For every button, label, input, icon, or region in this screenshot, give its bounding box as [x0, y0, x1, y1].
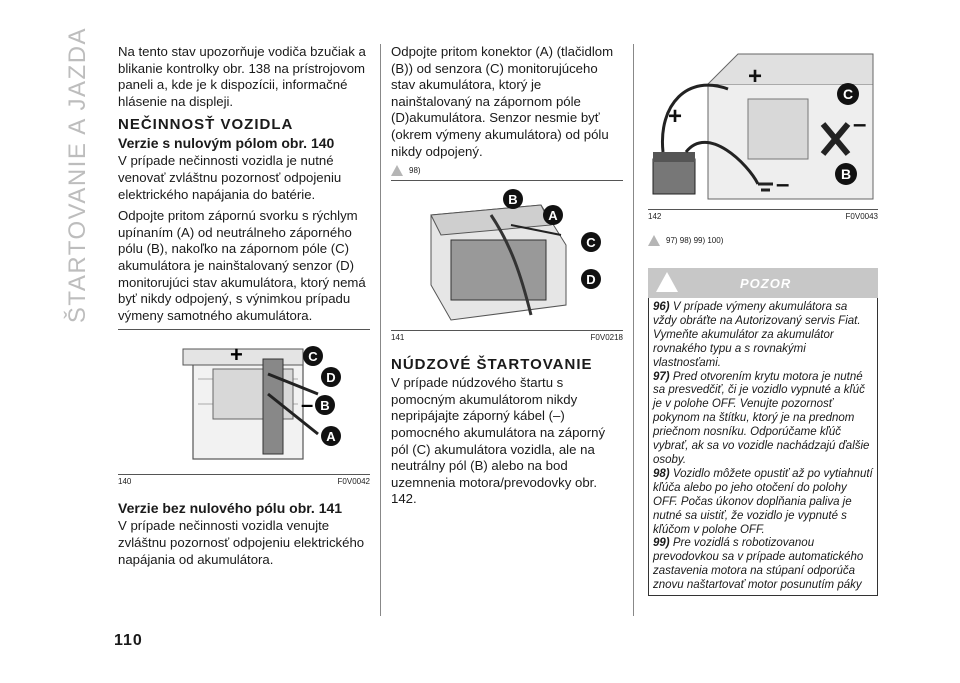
warning-reference-numbers: 97) 98) 99) 100)	[666, 236, 724, 245]
paragraph: V prípade nečinnosti vozidla venujte zvláštnu pozornosť odpojeniu elektrického napájania od akumulátora.	[118, 518, 365, 567]
note-99	[653, 537, 873, 593]
pozor-title: POZOR	[740, 275, 792, 291]
intro-paragraph: Na tento stav upozorňuje vodiča bzučiak a blikanie kontrolky obr. 138 na prístrojovom paneli a, kde je k dispozícii, informačné hlásenie na displeji.	[118, 44, 366, 109]
paragraph: V prípade nečinnosti vozidla je nutné venovať zvláštnu pozornosť odpojeniu elektrického napájania do batérie.	[118, 153, 342, 202]
warning-triangle-icon	[391, 165, 403, 176]
column-divider	[633, 44, 634, 616]
side-chapter-title-text: ŠTARTOVANIE A JAZDA	[64, 26, 91, 324]
figure-caption	[118, 474, 370, 486]
page-number: 110	[114, 632, 143, 649]
svg-text:+: +	[748, 63, 763, 90]
figure-rule	[391, 180, 623, 181]
figure-code: F0V0042	[337, 477, 370, 487]
label-c: C	[586, 235, 596, 251]
column-3	[648, 44, 878, 596]
paragraph: V prípade núdzového štartu s pomocným akumulátorom nikdy nepripájajte záporný kábel (–) pomocného akumulátora na záporný pól (C) akumulátora vozidla, ale na neutrálny pól (B) alebo na bod uzemnenia motora/prevodovky obr. 142.	[391, 375, 606, 507]
note-number: 97)	[653, 370, 670, 383]
label-b: B	[320, 398, 330, 414]
warning-triangle-icon	[648, 235, 660, 246]
section-heading: NÚDZOVÉ ŠTARTOVANIE	[391, 356, 593, 374]
note-text: Vozidlo môžete opustiť až po vytiahnutí kľúča alebo po jeho otočení do polohy OFF. Počas úkonov doplňania paliva je nutné sa uistiť, že vozidlo je vypnuté s kľúčom v polohe OFF.	[653, 467, 873, 536]
figure-code: F0V0043	[845, 212, 878, 221]
subheading: Verzie bez nulového pólu obr. 141	[118, 500, 343, 517]
subheading: Verzie s nulovým pólom obr. 140	[118, 135, 335, 152]
figure-number: 142	[648, 212, 662, 221]
svg-text:–: –	[853, 111, 867, 138]
note-number: 98)	[653, 467, 670, 480]
figure-142	[648, 44, 878, 221]
svg-text:–: –	[776, 171, 790, 198]
note-text: V prípade výmeny akumulátora sa vždy obráťte na Autorizovaný servis Fiat. Vymeňte akumulátor za akumulátor rovnakého typu a s rovnakými vlastnosťami.	[653, 301, 861, 369]
figure-caption	[648, 209, 878, 221]
column-2	[391, 44, 623, 513]
column-divider	[380, 44, 381, 616]
note-97	[653, 371, 873, 468]
pozor-header	[648, 268, 878, 298]
warning-reference	[648, 235, 878, 246]
paragraph: Odpojte pritom konektor (A) (tlačidlom (B)) od senzora (C) monitorujúceho stav akumulátora, ktorý je nainštalovaný na zápornom póle (D)akumulátora. Senzor nesmie byť (okrem výmeny akumulátora) od pólu nikdy odpojený.	[391, 44, 614, 159]
note-98	[653, 468, 873, 538]
warning-triangle-icon	[656, 272, 678, 292]
column-1	[118, 44, 370, 573]
section-heading: NEČINNOSŤ VOZIDLA	[118, 116, 294, 134]
svg-text:+: +	[230, 342, 243, 368]
label-b: B	[840, 166, 852, 182]
note-96	[653, 301, 873, 371]
figure-number: 140	[118, 477, 132, 487]
paragraph: Odpojte pritom zápornú svorku s rýchlym upínaním (A) od neutrálneho záporného pólu (B), nakoľko na zápornom póle (C) akumulátora je nainštalovaný senzor (D) monitorujúci stav akumulátora, ktorý nemá byť nikdy odpojený, s výnimkou prípadu výmeny samotného akumulátora.	[118, 208, 366, 323]
note-text: Pre vozidlá s robotizovanou prevodovkou sa v prípade automatického zastavenia motora na stúpaní odporúča znovu naštartovať motor posunutím páky	[653, 537, 864, 592]
warning-reference-number: 98)	[409, 166, 421, 176]
label-a: A	[548, 208, 558, 224]
battery-illustration-141	[391, 185, 623, 330]
label-a: A	[326, 429, 336, 445]
note-number: 96)	[653, 301, 670, 313]
figure-141	[391, 185, 623, 342]
jump-start-illustration-142	[648, 44, 878, 209]
figure-caption	[391, 330, 623, 342]
figure-code: F0V0218	[590, 333, 623, 343]
label-c: C	[308, 349, 318, 365]
label-d: D	[326, 370, 336, 386]
label-c: C	[842, 86, 854, 102]
label-b: B	[508, 192, 518, 208]
side-chapter-title	[58, 26, 98, 324]
warning-reference	[391, 165, 623, 176]
figure-rule	[118, 329, 370, 330]
note-number: 99)	[653, 537, 670, 550]
figure-number: 141	[391, 333, 405, 343]
svg-text:+: +	[668, 103, 683, 130]
battery-illustration-140	[118, 334, 370, 474]
figure-140	[118, 334, 370, 486]
note-text: Pred otvorením krytu motora je nutné sa presvedčiť, či je vozidlo vypnuté a kľúč je v polohe OFF. Venujte pozornosť pokynom na štítku, ktorý je na prednom priečnom nosníku. Odporúčame kľúč vybrať, ak sa vo vozidle nachádzajú ďalšie osoby.	[653, 370, 870, 466]
pozor-notes	[648, 298, 878, 596]
svg-text:–: –	[301, 392, 314, 418]
label-d: D	[586, 272, 596, 288]
